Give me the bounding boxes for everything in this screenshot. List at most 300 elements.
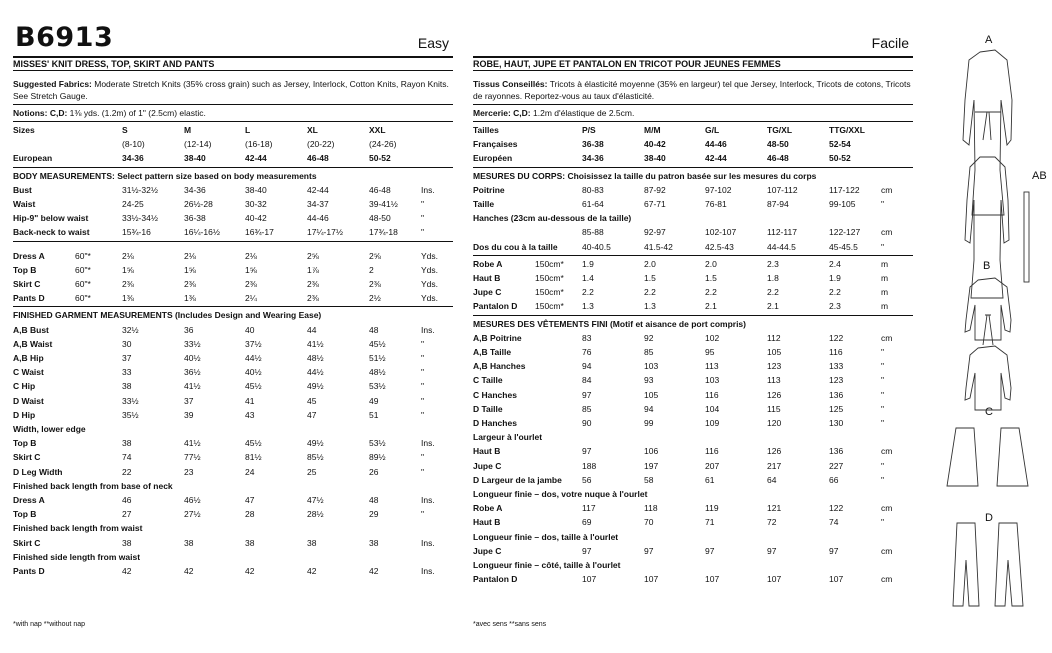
table-cell: 130 — [829, 418, 844, 428]
table-cell: 46-48 — [307, 153, 329, 164]
row-label: Françaises — [473, 139, 518, 150]
table-cell: " — [881, 460, 885, 471]
table-cell: 2¼ — [245, 293, 257, 304]
table-cell: S — [122, 125, 128, 135]
table-cell: 27 — [122, 509, 132, 520]
row-label: Top B — [13, 264, 37, 275]
table-cell: 85½ — [307, 452, 324, 463]
table-cell: " — [421, 509, 425, 520]
table-cell: 26½-28 — [184, 199, 213, 209]
table-cell: 42.5-43 — [705, 241, 734, 252]
divider — [13, 306, 453, 307]
table-cell: 37½ — [245, 338, 262, 349]
row-label: Hip-9" below waist — [13, 213, 89, 224]
table-cell: cm — [881, 446, 893, 457]
table-cell: cm — [881, 574, 893, 585]
divider — [13, 167, 453, 168]
table-cell: Ins. — [421, 537, 435, 548]
table-cell: 122-127 — [829, 227, 861, 238]
table-cell: M/M — [644, 125, 661, 135]
table-cell: 92 — [644, 332, 654, 343]
table-cell: " — [421, 409, 425, 420]
table-cell: 116 — [829, 347, 843, 357]
table-cell: 97 — [582, 446, 592, 457]
fabrics-label: Suggested Fabrics: — [13, 79, 92, 89]
table-cell: 99-105 — [829, 199, 856, 209]
table-row — [473, 516, 913, 528]
row-label: Haut B — [473, 446, 501, 457]
footnote: *avec sens **sans sens — [473, 621, 547, 628]
table-cell: 123 — [767, 361, 782, 372]
table-cell: 1.9 — [582, 258, 594, 269]
table-cell: 46 — [122, 495, 132, 505]
difficulty-level: Facile — [871, 35, 909, 51]
table-cell: 38 — [184, 537, 194, 548]
table-cell: 41.5-42 — [644, 241, 673, 252]
table-cell: 118 — [644, 503, 658, 514]
table-cell: 107-112 — [767, 184, 798, 195]
table-row — [473, 198, 913, 210]
row-label: Jupe C — [473, 287, 502, 298]
table-cell: " — [421, 381, 425, 392]
section-heading-text: FINISHED GARMENT MEASUREMENTS (Includes Design and Wearing Ease) — [13, 310, 322, 321]
table-cell: 44-46 — [307, 213, 329, 224]
table-cell: 42-44 — [307, 184, 329, 195]
table-row — [473, 573, 913, 585]
table-row — [13, 226, 453, 238]
view-label-ab: AB — [1032, 170, 1047, 182]
table-cell: 60"* — [75, 264, 91, 275]
table-cell: Yds. — [421, 264, 439, 275]
table-row — [13, 437, 453, 449]
row-label: Top B — [13, 438, 37, 449]
table-row — [473, 272, 913, 284]
view-label-c: C — [985, 406, 993, 418]
table-cell: 71 — [705, 517, 715, 528]
table-cell: 48½ — [369, 367, 386, 378]
dress-a-front-sketch — [963, 50, 1012, 215]
table-cell: 69 — [582, 517, 592, 528]
table-cell: 136 — [829, 389, 844, 400]
table-cell: 58 — [644, 474, 654, 485]
suggested-fabrics — [13, 78, 453, 102]
table-cell: 95 — [705, 347, 715, 357]
table-cell: Yds. — [421, 279, 439, 289]
dress-a-back-sketch — [965, 157, 1009, 298]
table-cell: 97 — [582, 389, 592, 400]
table-row — [13, 338, 453, 350]
table-cell: 34-36 — [184, 184, 206, 195]
table-cell: 36-38 — [582, 139, 604, 150]
table-cell: 81½ — [245, 452, 262, 463]
row-label: Pantalon D — [473, 574, 518, 585]
table-row — [13, 124, 453, 136]
table-row — [473, 258, 913, 270]
row-label: D Hanches — [473, 418, 517, 428]
row-label: Haut B — [473, 517, 501, 528]
divider — [473, 255, 913, 256]
row-label: European — [13, 153, 53, 164]
table-row — [13, 451, 453, 463]
section-heading — [13, 170, 453, 182]
table-cell: 120 — [767, 418, 782, 428]
table-row — [13, 508, 453, 520]
table-row — [473, 502, 913, 514]
row-label: Tailles — [473, 125, 499, 135]
table-cell: 25 — [307, 466, 317, 477]
table-cell: 76 — [582, 347, 592, 357]
table-cell: " — [421, 367, 425, 378]
table-cell: 125 — [829, 403, 844, 414]
fabrics-text: Moderate Stretch Knits (35% cross grain) such as Jersey, Interlock, Cotton Knits, Rayon Knits. See Stretch Gauge. — [13, 79, 449, 101]
table-cell: 66 — [829, 474, 839, 485]
row-label: Dress A — [13, 250, 45, 261]
table-cell: 38 — [122, 381, 132, 392]
table-cell: 107 — [705, 574, 720, 585]
row-label: Poitrine — [473, 184, 505, 195]
table-cell: 97 — [829, 545, 839, 556]
row-label: Pants D — [13, 293, 45, 304]
table-cell: cm — [881, 184, 893, 195]
table-cell: 150cm* — [535, 301, 564, 312]
table-cell: 97 — [705, 545, 715, 556]
table-cell: 85 — [644, 347, 654, 357]
table-cell: 31½-32½ — [122, 184, 158, 195]
table-cell: 1⅜ — [184, 293, 196, 304]
row-label: Back-neck to waist — [13, 227, 90, 238]
top-b-back-sketch — [965, 346, 1011, 410]
table-cell: " — [421, 199, 425, 209]
row-label: Jupe C — [473, 545, 502, 556]
table-cell: 85-88 — [582, 227, 604, 238]
table-cell: 217 — [767, 460, 782, 471]
row-label: Pants D — [13, 566, 45, 576]
notions — [473, 107, 913, 119]
tie-belt-sketch — [1024, 192, 1029, 282]
table-cell: 46-48 — [767, 153, 789, 164]
table-cell: XL — [307, 125, 318, 135]
table-cell: 117-122 — [829, 184, 860, 195]
table-cell: 93 — [644, 375, 654, 386]
notions-label: Mercerie: C,D: — [473, 108, 531, 118]
table-cell: 67-71 — [644, 199, 666, 209]
table-row — [473, 545, 913, 557]
table-cell: 112 — [767, 332, 781, 343]
table-cell: 133 — [829, 361, 844, 372]
table-cell: 97 — [767, 545, 777, 556]
table-row — [13, 264, 453, 276]
table-cell: 60"* — [75, 293, 91, 304]
table-row — [473, 300, 913, 312]
table-row — [473, 346, 913, 358]
table-row — [473, 417, 913, 429]
table-cell: 46-48 — [369, 184, 391, 195]
table-cell: 48½ — [307, 353, 324, 363]
table-cell: 50-52 — [829, 153, 851, 164]
table-row — [473, 460, 913, 472]
table-cell: 43 — [245, 409, 255, 420]
row-label: Top B — [13, 509, 37, 520]
table-cell: " — [881, 403, 885, 414]
table-cell: 2.3 — [829, 301, 841, 312]
table-cell: 36 — [184, 324, 194, 335]
section-heading — [473, 559, 913, 571]
row-label: Pantalon D — [473, 301, 518, 312]
table-cell: 122 — [829, 332, 844, 343]
table-cell: 44 — [307, 324, 317, 335]
view-label-d: D — [985, 512, 993, 524]
table-cell: 45½ — [369, 338, 386, 349]
table-row — [13, 250, 453, 262]
table-cell: 49½ — [307, 381, 324, 392]
table-cell: 2⅝ — [369, 250, 381, 261]
table-cell: 50-52 — [369, 153, 391, 164]
table-cell: 16¼-16½ — [184, 227, 220, 238]
table-cell: 97 — [582, 545, 592, 556]
table-cell: cm — [881, 545, 893, 556]
section-heading — [473, 318, 913, 330]
table-row — [13, 537, 453, 549]
table-cell: 112-117 — [767, 227, 797, 238]
table-cell: (24-26) — [369, 139, 397, 150]
pattern-number: B6913 — [15, 22, 114, 53]
table-cell: 35½ — [122, 409, 139, 420]
table-cell: 38-40 — [644, 153, 666, 164]
row-label: C Hip — [13, 381, 36, 392]
table-cell: 61-64 — [582, 199, 604, 209]
section-heading-text: Width, lower edge — [13, 424, 86, 434]
table-cell: 41 — [245, 395, 255, 406]
row-label: D Waist — [13, 395, 44, 406]
table-cell: 84 — [582, 375, 592, 386]
divider — [13, 241, 453, 242]
row-label: C Taille — [473, 375, 503, 386]
table-cell: 44-46 — [705, 139, 727, 150]
row-label: D Hip — [13, 409, 36, 420]
table-cell: 136 — [829, 446, 844, 457]
section-heading — [13, 423, 453, 435]
table-cell: 42-44 — [245, 153, 267, 164]
table-cell: 2.0 — [644, 258, 656, 269]
table-cell: 2⅜ — [245, 279, 257, 289]
table-cell: 80-83 — [582, 184, 604, 195]
table-cell: 126 — [767, 389, 782, 400]
table-cell: M — [184, 125, 192, 135]
table-cell: 2.2 — [582, 287, 594, 298]
table-cell: 48-50 — [369, 213, 391, 224]
table-cell: 48 — [369, 495, 379, 505]
table-cell: Yds. — [421, 293, 439, 304]
table-row — [13, 565, 453, 577]
table-cell: 72 — [767, 517, 777, 528]
section-heading-text: MESURES DU CORPS: Choisissez la taille du patron basée sur les mesures du corps — [473, 170, 817, 181]
table-cell: 99 — [644, 418, 654, 428]
table-cell: 103 — [705, 375, 720, 386]
table-cell: 44-44.5 — [767, 241, 796, 252]
table-cell: " — [421, 213, 425, 224]
section-heading — [473, 212, 913, 224]
table-row — [473, 241, 913, 253]
table-cell: 17¼-17½ — [307, 227, 343, 238]
row-label: Jupe C — [473, 460, 502, 471]
table-cell: 22 — [122, 466, 132, 477]
table-cell: 70 — [644, 517, 654, 528]
table-cell: 107 — [582, 574, 597, 585]
table-row — [13, 380, 453, 392]
table-cell: (8-10) — [122, 139, 145, 150]
section-heading — [13, 522, 453, 534]
table-cell: 15¾-16 — [122, 227, 151, 238]
table-cell: 119 — [705, 503, 719, 514]
table-cell: 45½ — [245, 438, 262, 449]
notions-text: 1⅜ yds. (1.2m) of 1" (2.5cm) elastic. — [67, 108, 206, 118]
table-cell: 51 — [369, 409, 379, 420]
table-cell: 33½-34½ — [122, 213, 158, 224]
table-cell: 44½ — [307, 367, 324, 378]
table-cell: 1.9 — [829, 273, 841, 283]
table-cell: 2½ — [369, 293, 381, 304]
table-cell: 64 — [767, 474, 777, 485]
section-heading — [473, 170, 913, 182]
table-cell: 48-50 — [767, 139, 789, 150]
table-cell: 34-37 — [307, 199, 329, 209]
table-cell: 2.1 — [705, 301, 717, 312]
table-cell: 207 — [705, 460, 720, 471]
table-cell: 49½ — [307, 438, 324, 449]
table-cell: 47 — [307, 409, 317, 420]
section-heading-text: Finished back length from base of neck — [13, 480, 173, 491]
table-cell: 38 — [122, 537, 132, 548]
view-label-a: A — [985, 34, 993, 46]
section-heading-text: Finished side length from waist — [13, 551, 141, 562]
table-cell: 39 — [184, 409, 194, 420]
table-row — [473, 403, 913, 415]
pattern-title: ROBE, HAUT, JUPE ET PANTALON EN TRICOT POUR JEUNES FEMMES — [473, 56, 913, 71]
notions-label: Notions: C,D: — [13, 108, 68, 118]
section-heading — [473, 431, 913, 443]
footnote: *with nap **without nap — [13, 621, 85, 628]
divider — [473, 104, 913, 105]
table-cell: 2⅝ — [307, 250, 319, 261]
row-label: Skirt C — [13, 279, 41, 289]
table-cell: TG/XL — [767, 125, 793, 135]
table-cell: 28½ — [307, 509, 324, 520]
section-heading-text: Largeur à l'ourlet — [473, 432, 543, 443]
table-cell: m — [881, 273, 889, 283]
table-cell: 122 — [829, 503, 844, 514]
row-label: Taille — [473, 199, 495, 209]
table-cell: 40-40.5 — [582, 241, 611, 252]
table-cell: 38 — [122, 438, 132, 449]
table-cell: 48 — [369, 324, 379, 335]
table-cell: 87-92 — [644, 184, 666, 195]
row-label: D Leg Width — [13, 466, 63, 477]
view-label-b: B — [983, 260, 991, 272]
table-cell: 32½ — [122, 324, 139, 335]
table-cell: 41½ — [307, 338, 324, 349]
row-label: C Waist — [13, 367, 44, 378]
table-cell: 102 — [705, 332, 720, 343]
table-cell: (16-18) — [245, 139, 273, 150]
table-row — [473, 389, 913, 401]
pattern-title: MISSES' KNIT DRESS, TOP, SKIRT AND PANTS — [13, 56, 453, 71]
table-cell: 47½ — [307, 495, 324, 505]
table-cell: 2.3 — [767, 258, 779, 269]
table-cell: 56 — [582, 474, 592, 485]
row-label: Sizes — [13, 125, 35, 135]
notions-text: 1.2m d'élastique de 2.5cm. — [530, 108, 635, 118]
table-cell: " — [881, 474, 885, 485]
table-cell: 105 — [767, 347, 782, 357]
section-heading — [473, 488, 913, 500]
table-row — [473, 184, 913, 196]
section-heading — [13, 551, 453, 563]
table-cell: 36-38 — [184, 213, 206, 224]
table-cell: 2⅜ — [369, 279, 381, 289]
table-cell: 16¾-17 — [245, 227, 274, 238]
table-cell: 2⅜ — [307, 279, 319, 289]
table-cell: 1⅝ — [184, 264, 196, 275]
table-cell: 121 — [767, 503, 782, 514]
table-cell: m — [881, 258, 889, 269]
table-cell: " — [421, 466, 425, 477]
table-row — [13, 212, 453, 224]
row-label: A,B Taille — [473, 347, 512, 357]
table-row — [13, 292, 453, 304]
table-cell: 2⅜ — [184, 279, 196, 289]
table-cell: (12-14) — [184, 139, 212, 150]
section-heading-text: Longueur finie – dos, taille à l'ourlet — [473, 531, 619, 542]
table-cell: 150cm* — [535, 273, 564, 283]
table-cell: 24 — [245, 466, 255, 477]
table-cell: 38-40 — [184, 153, 206, 164]
table-row — [13, 395, 453, 407]
table-cell: 2.2 — [829, 287, 841, 298]
table-cell: 74 — [829, 517, 839, 528]
table-cell: 188 — [582, 460, 597, 471]
table-cell: 115 — [767, 403, 781, 414]
table-cell: m — [881, 301, 889, 312]
table-cell: Yds. — [421, 250, 439, 261]
table-row — [13, 352, 453, 364]
table-cell: 2 — [369, 264, 374, 275]
table-cell: 74 — [122, 452, 132, 463]
table-cell: P/S — [582, 125, 596, 135]
table-cell: cm — [881, 227, 893, 238]
table-cell: " — [881, 375, 885, 386]
table-cell: 29 — [369, 509, 379, 520]
table-row — [13, 366, 453, 378]
section-heading-text: Longueur finie – dos, votre nuque à l'ourlet — [473, 489, 648, 499]
table-row — [13, 494, 453, 506]
table-cell: 117 — [582, 503, 596, 514]
table-cell: 1⅝ — [245, 264, 257, 275]
table-row — [13, 184, 453, 196]
table-cell: 27½ — [184, 509, 201, 520]
table-cell: 97-102 — [705, 184, 732, 195]
row-label: D Taille — [473, 403, 503, 414]
suggested-fabrics — [473, 78, 913, 102]
section-heading-text: BODY MEASUREMENTS: Select pattern size based on body measurements — [13, 170, 317, 181]
table-cell: 42 — [184, 566, 194, 576]
table-cell: TTG/XXL — [829, 125, 865, 135]
table-cell: 1.5 — [705, 273, 717, 283]
table-cell: 61 — [705, 474, 715, 485]
table-cell: 2.1 — [767, 301, 779, 312]
table-cell: 103 — [644, 361, 659, 372]
table-cell: 113 — [705, 361, 719, 372]
row-label: D Largeur de la jambe — [473, 474, 562, 485]
